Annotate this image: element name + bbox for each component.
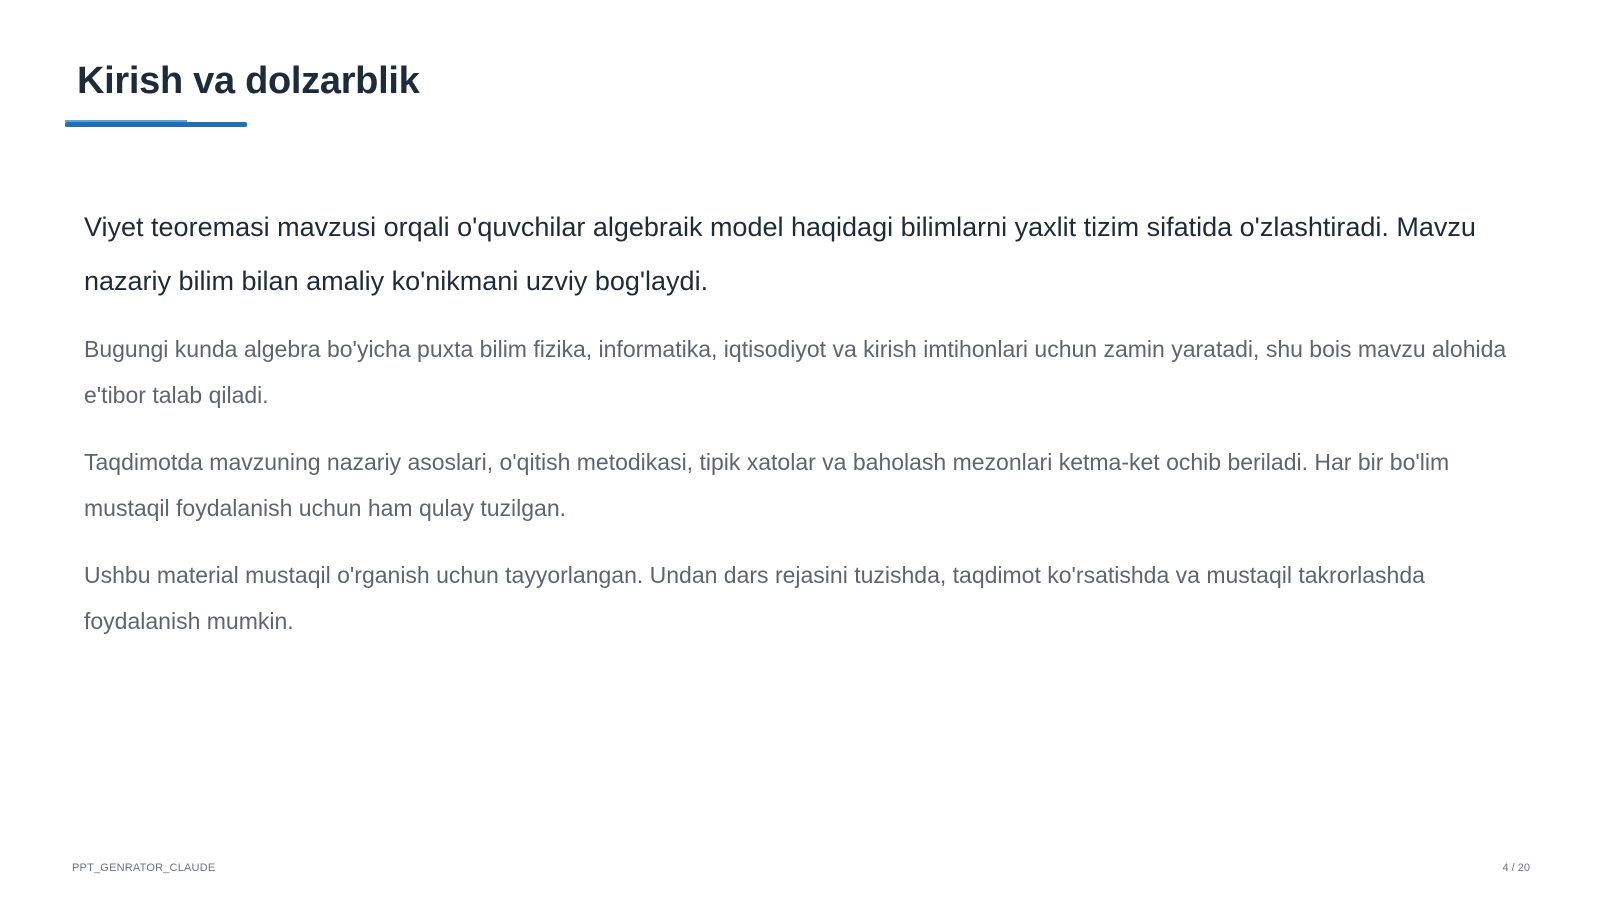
title-underline-highlight — [65, 120, 187, 122]
body-paragraph: Bugungi kunda algebra bo'yicha puxta bilim fizika, informatika, iqtisodiyot va kirish imtihonlari uchun zamin yaratadi, shu bois mavzu alohida e'tibor talab qiladi. — [84, 336, 1507, 408]
body-paragraph: Taqdimotda mavzuning nazariy asoslari, o'qitish metodikasi, tipik xatolar va baholash mezonlari ketma-ket ochib beriladi. Har bir bo'lim mustaqil foydalanish uchun ham qulay tuzilgan. — [84, 449, 1450, 521]
body-paragraph: Ushbu material mustaqil o'rganish uchun tayyorlangan. Undan dars rejasini tuzishda, taqdimot ko'rsatishda va mustaqil takrorlashda foydalanish mumkin. — [84, 562, 1425, 634]
title-underline — [65, 122, 247, 127]
page-number: 4 / 20 — [1502, 862, 1530, 874]
footer-source: PPT_GENRATOR_CLAUDE — [72, 862, 216, 874]
lead-paragraph: Viyet teoremasi mavzusi orqali o'quvchilar algebraik model haqidagi bilimlarni yaxlit tizim sifatida o'zlashtiradi. Mavzu nazariy bilim bilan amaliy ko'nikmani uzviy bog'laydi. — [84, 212, 1476, 296]
slide-content — [84, 200, 1524, 665]
slide-title: Kirish va dolzarblik — [77, 60, 420, 102]
